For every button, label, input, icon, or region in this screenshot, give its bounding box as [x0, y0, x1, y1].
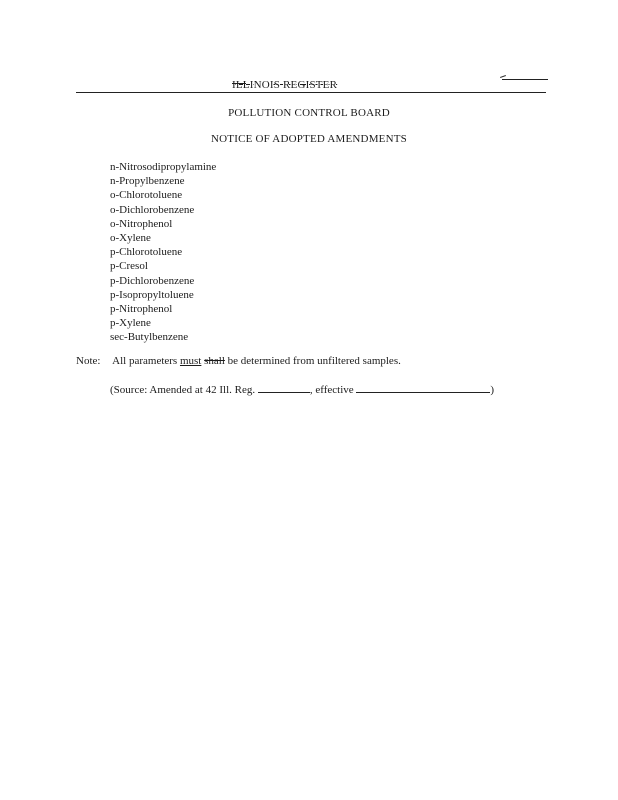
source-middle: , effective: [309, 384, 354, 396]
list-item: sec-Butylbenzene: [110, 331, 189, 344]
list-item: n-Propylbenzene: [110, 175, 185, 188]
list-item: p-Isopropyltoluene: [110, 288, 194, 301]
source-prefix: (Source: Amended at 42 Ill. Reg.: [110, 384, 256, 396]
list-item: p-Cresol: [110, 260, 148, 273]
register-title: ILLINOIS REGISTER: [232, 79, 338, 91]
note-label: Note:: [76, 355, 101, 367]
list-item: p-Dichlorobenzene: [110, 274, 195, 287]
list-item: p-Chlorotoluene: [110, 246, 183, 259]
list-item: o-Dichlorobenzene: [110, 203, 195, 216]
inserted-text: must: [179, 355, 202, 367]
note-paragraph: [76, 355, 401, 367]
board-heading: POLLUTION CONTROL BOARD: [228, 107, 390, 119]
note-text-after: be determined from unfiltered samples.: [227, 355, 401, 367]
list-item: o-Xylene: [110, 232, 151, 245]
note-text-before: All parameters: [112, 355, 178, 367]
source-note: [110, 382, 494, 396]
list-item: p-Nitrophenol: [110, 303, 173, 316]
list-item: n-Nitrosodipropylamine: [110, 161, 217, 173]
header-rule-right: [502, 79, 548, 80]
parameter-list: [110, 160, 216, 345]
header-tick-mark: [500, 75, 506, 78]
source-suffix: ): [490, 384, 495, 396]
list-item: o-Nitrophenol: [110, 217, 173, 230]
deleted-text: shall: [204, 355, 225, 367]
notice-heading: NOTICE OF ADOPTED AMENDMENTS: [211, 133, 407, 145]
list-item: p-Xylene: [110, 317, 151, 330]
effective-date-blank: [356, 382, 490, 393]
register-page-blank: [258, 382, 310, 393]
list-item: o-Chlorotoluene: [110, 189, 183, 202]
header-rule: [76, 92, 546, 93]
